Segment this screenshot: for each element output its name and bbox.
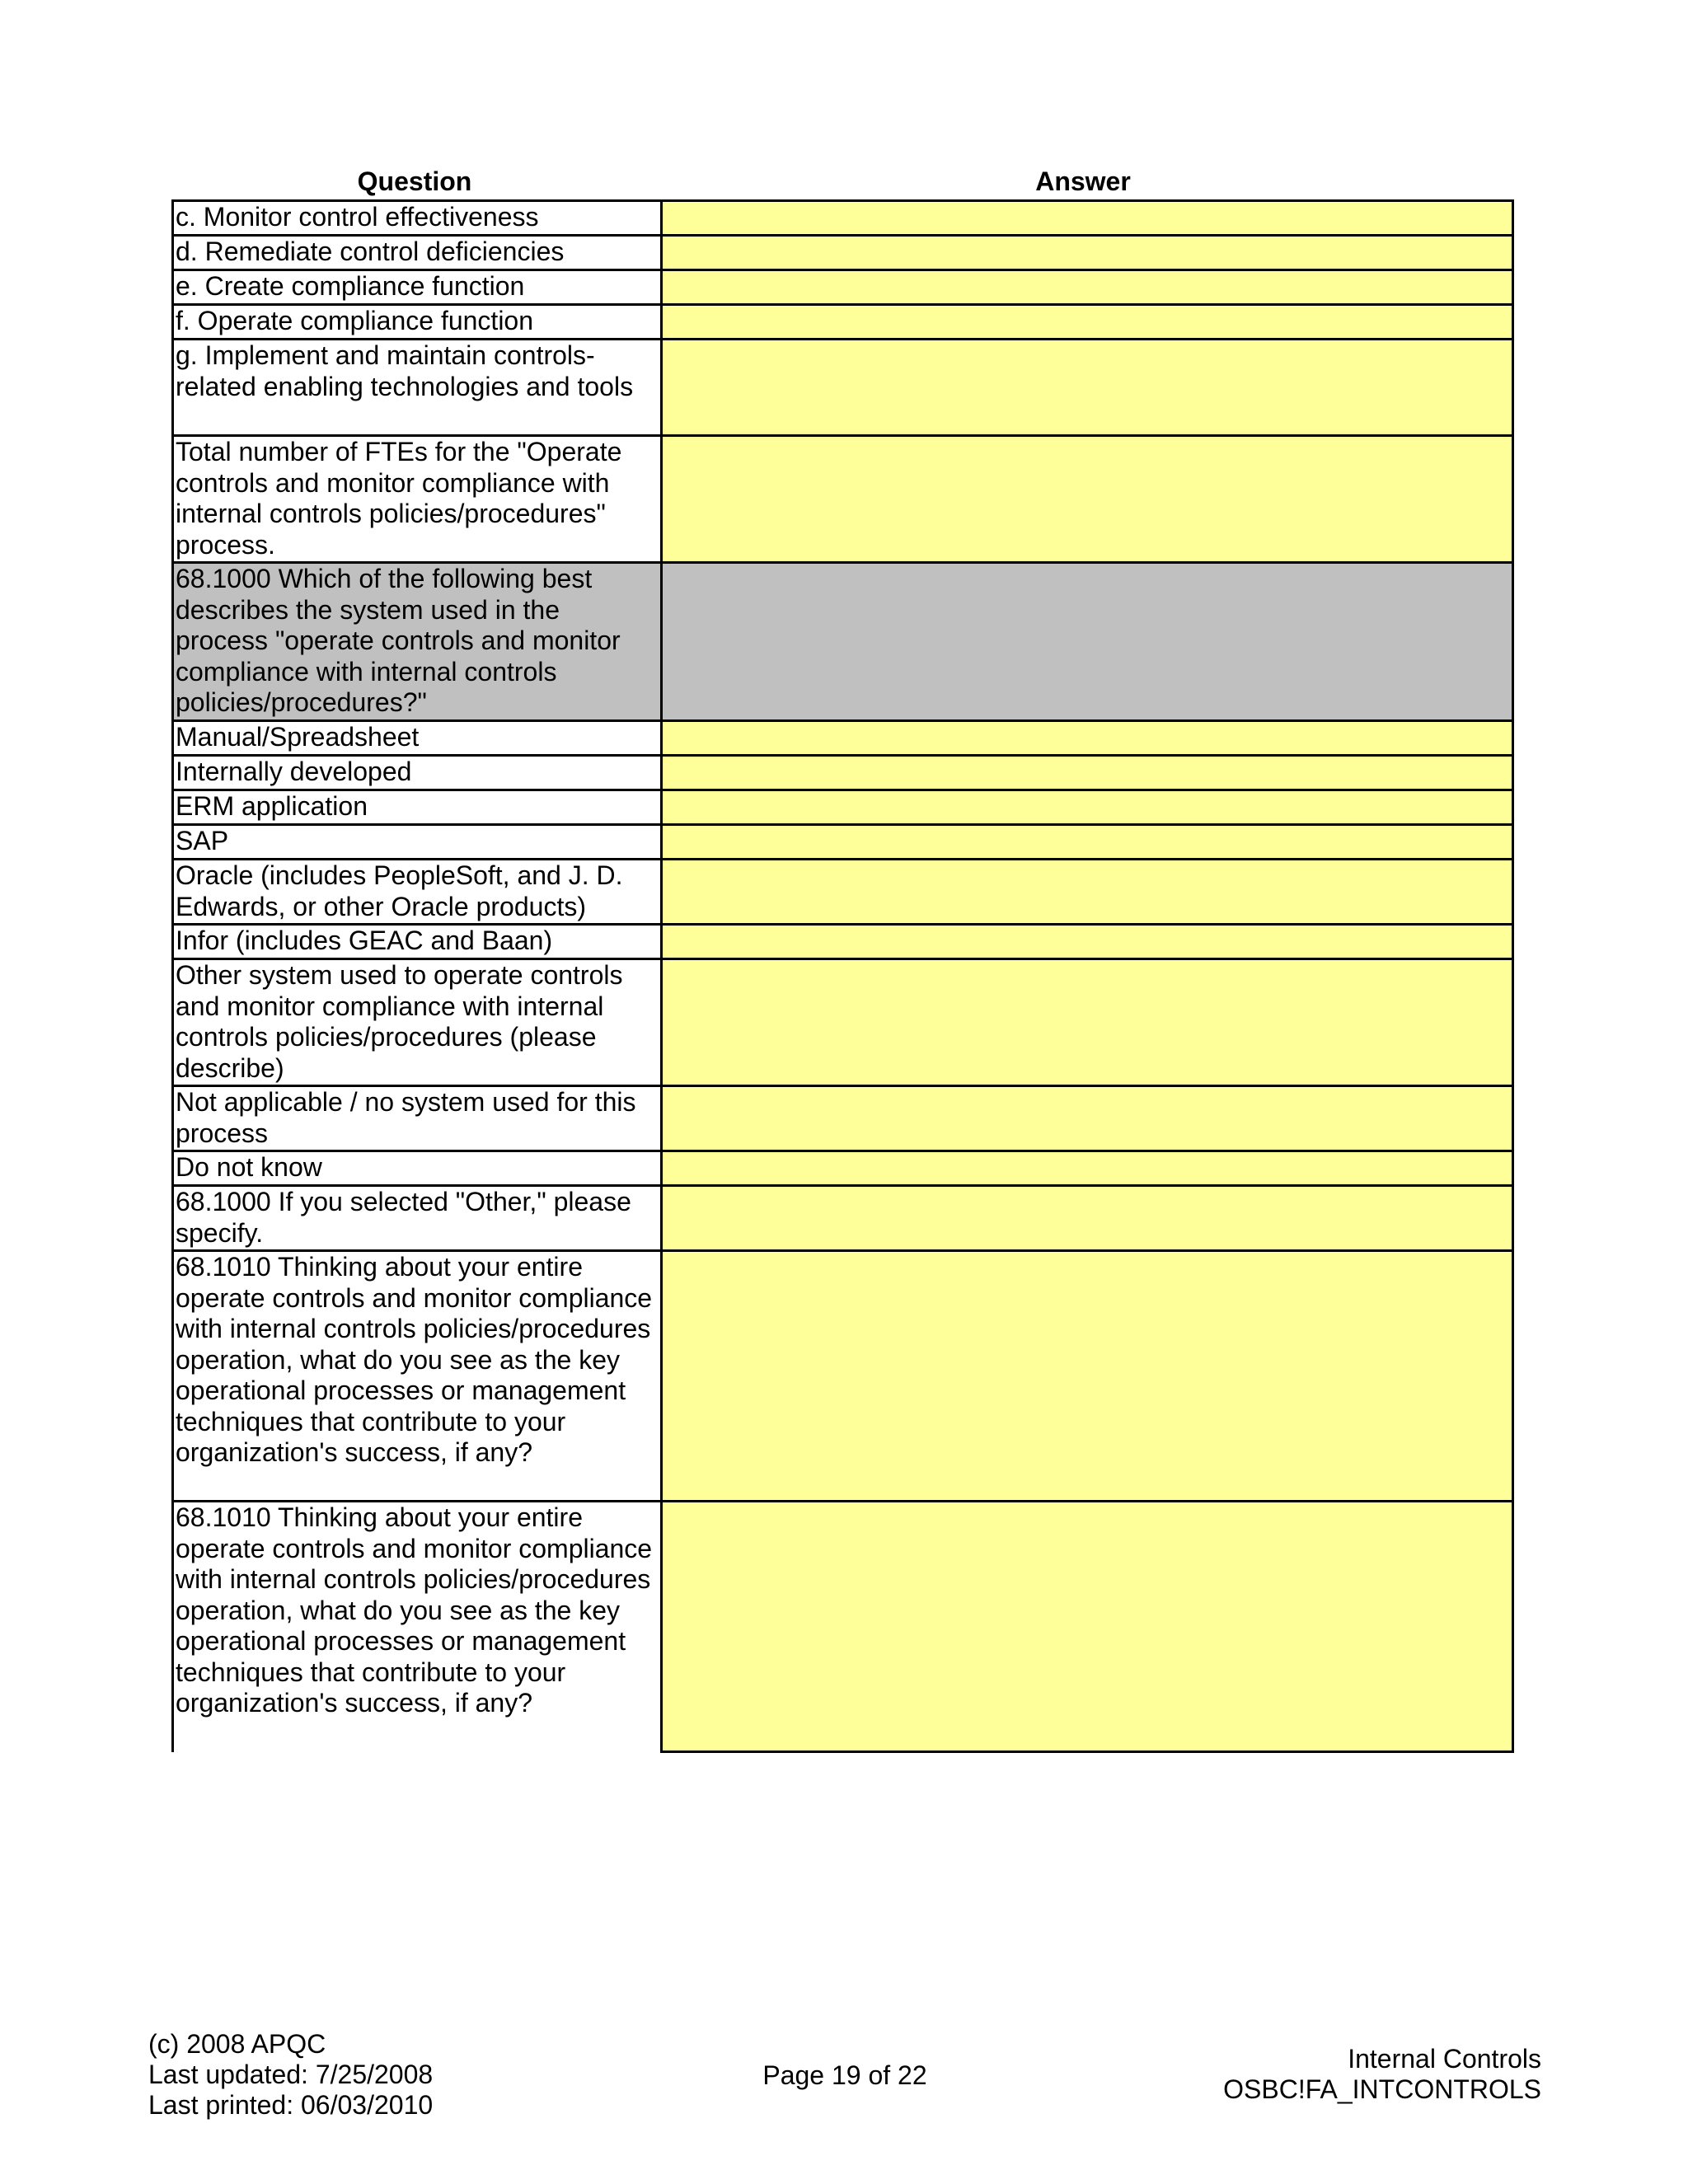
table-row	[173, 436, 1513, 563]
table-row	[173, 563, 1513, 721]
table-row	[173, 1186, 1513, 1251]
table-row	[173, 1502, 1513, 1752]
question-cell: Total number of FTEs for the "Operate controls and monitor compliance with internal controls policies/procedures" process.	[173, 436, 662, 563]
answer-cell[interactable]	[662, 1186, 1513, 1251]
question-cell: 68.1000 If you selected "Other," please specify.	[173, 1186, 662, 1251]
table-row	[173, 1251, 1513, 1502]
sheet-reference: OSBC!FA_INTCONTROLS	[1223, 2074, 1541, 2104]
table-row	[173, 860, 1513, 925]
answer-cell[interactable]	[662, 756, 1513, 790]
table-row	[173, 305, 1513, 340]
table-row	[173, 959, 1513, 1086]
answer-cell[interactable]	[662, 305, 1513, 340]
answer-cell[interactable]	[662, 1251, 1513, 1502]
page-footer	[148, 2029, 1541, 2128]
answer-cell[interactable]	[662, 236, 1513, 270]
question-cell: 68.1010 Thinking about your entire operate controls and monitor compliance with internal controls policies/procedures operation, what do you see as the key operational processes or management techniques that contribute to your organization's success, if any?	[173, 1251, 662, 1502]
question-cell: g. Implement and maintain controls-related enabling technologies and tools	[173, 340, 662, 436]
sheet-title: Internal Controls	[1348, 2044, 1541, 2074]
table-row	[173, 756, 1513, 790]
question-cell: Infor (includes GEAC and Baan)	[173, 925, 662, 959]
answer-cell[interactable]	[662, 436, 1513, 563]
footer-left	[148, 2029, 433, 2121]
question-cell: SAP	[173, 825, 662, 860]
last-printed-text: Last printed: 06/03/2010	[148, 2090, 434, 2120]
question-cell: f. Operate compliance function	[173, 305, 662, 340]
question-column-header: Question	[357, 166, 472, 196]
answer-cell[interactable]	[662, 790, 1513, 825]
question-cell: ERM application	[173, 790, 662, 825]
question-cell: Manual/Spreadsheet	[173, 721, 662, 756]
question-cell: 68.1000 Which of the following best describes the system used in the process "operate controls and monitor compliance with internal controls policies/procedures?"	[173, 563, 662, 721]
table-row	[173, 925, 1513, 959]
answer-cell[interactable]	[662, 340, 1513, 436]
question-cell: Not applicable / no system used for this process	[173, 1086, 662, 1151]
table-row	[173, 270, 1513, 305]
table-row	[173, 340, 1513, 436]
answer-cell[interactable]	[662, 925, 1513, 959]
question-cell: d. Remediate control deficiencies	[173, 236, 662, 270]
answer-cell[interactable]	[662, 1151, 1513, 1186]
question-cell: 68.1010 Thinking about your entire operate controls and monitor compliance with internal controls policies/procedures operation, what do you see as the key operational processes or management techniques that contribute to your organization's success, if any?	[173, 1502, 662, 1752]
table-row	[173, 721, 1513, 756]
table-row	[173, 825, 1513, 860]
answer-column-header: Answer	[1035, 166, 1131, 196]
question-cell: e. Create compliance function	[173, 270, 662, 305]
question-cell: Other system used to operate controls and monitor compliance with internal controls policies/procedures (please describe)	[173, 959, 662, 1086]
questionnaire-table	[171, 199, 1508, 1753]
table-row	[173, 1086, 1513, 1151]
footer-right	[1223, 2044, 1541, 2105]
answer-cell[interactable]	[662, 1502, 1513, 1752]
table-header	[171, 165, 1508, 199]
question-cell: c. Monitor control effectiveness	[173, 201, 662, 236]
question-cell: Oracle (includes PeopleSoft, and J. D. Edwards, or other Oracle products)	[173, 860, 662, 925]
answer-cell[interactable]	[662, 860, 1513, 925]
page-number: Page 19 of 22	[762, 2060, 927, 2090]
last-updated-text: Last updated: 7/25/2008	[148, 2060, 434, 2089]
table-row	[173, 236, 1513, 270]
table-row	[173, 201, 1513, 236]
answer-cell[interactable]	[662, 1086, 1513, 1151]
qa-grid	[171, 199, 1514, 1753]
answer-cell[interactable]	[662, 721, 1513, 756]
section-answer-cell	[662, 563, 1513, 721]
copyright-text: (c) 2008 APQC	[148, 2029, 326, 2059]
answer-cell[interactable]	[662, 270, 1513, 305]
question-cell: Internally developed	[173, 756, 662, 790]
answer-cell[interactable]	[662, 825, 1513, 860]
question-cell: Do not know	[173, 1151, 662, 1186]
answer-cell[interactable]	[662, 959, 1513, 1086]
table-row	[173, 1151, 1513, 1186]
table-row	[173, 790, 1513, 825]
answer-cell[interactable]	[662, 201, 1513, 236]
